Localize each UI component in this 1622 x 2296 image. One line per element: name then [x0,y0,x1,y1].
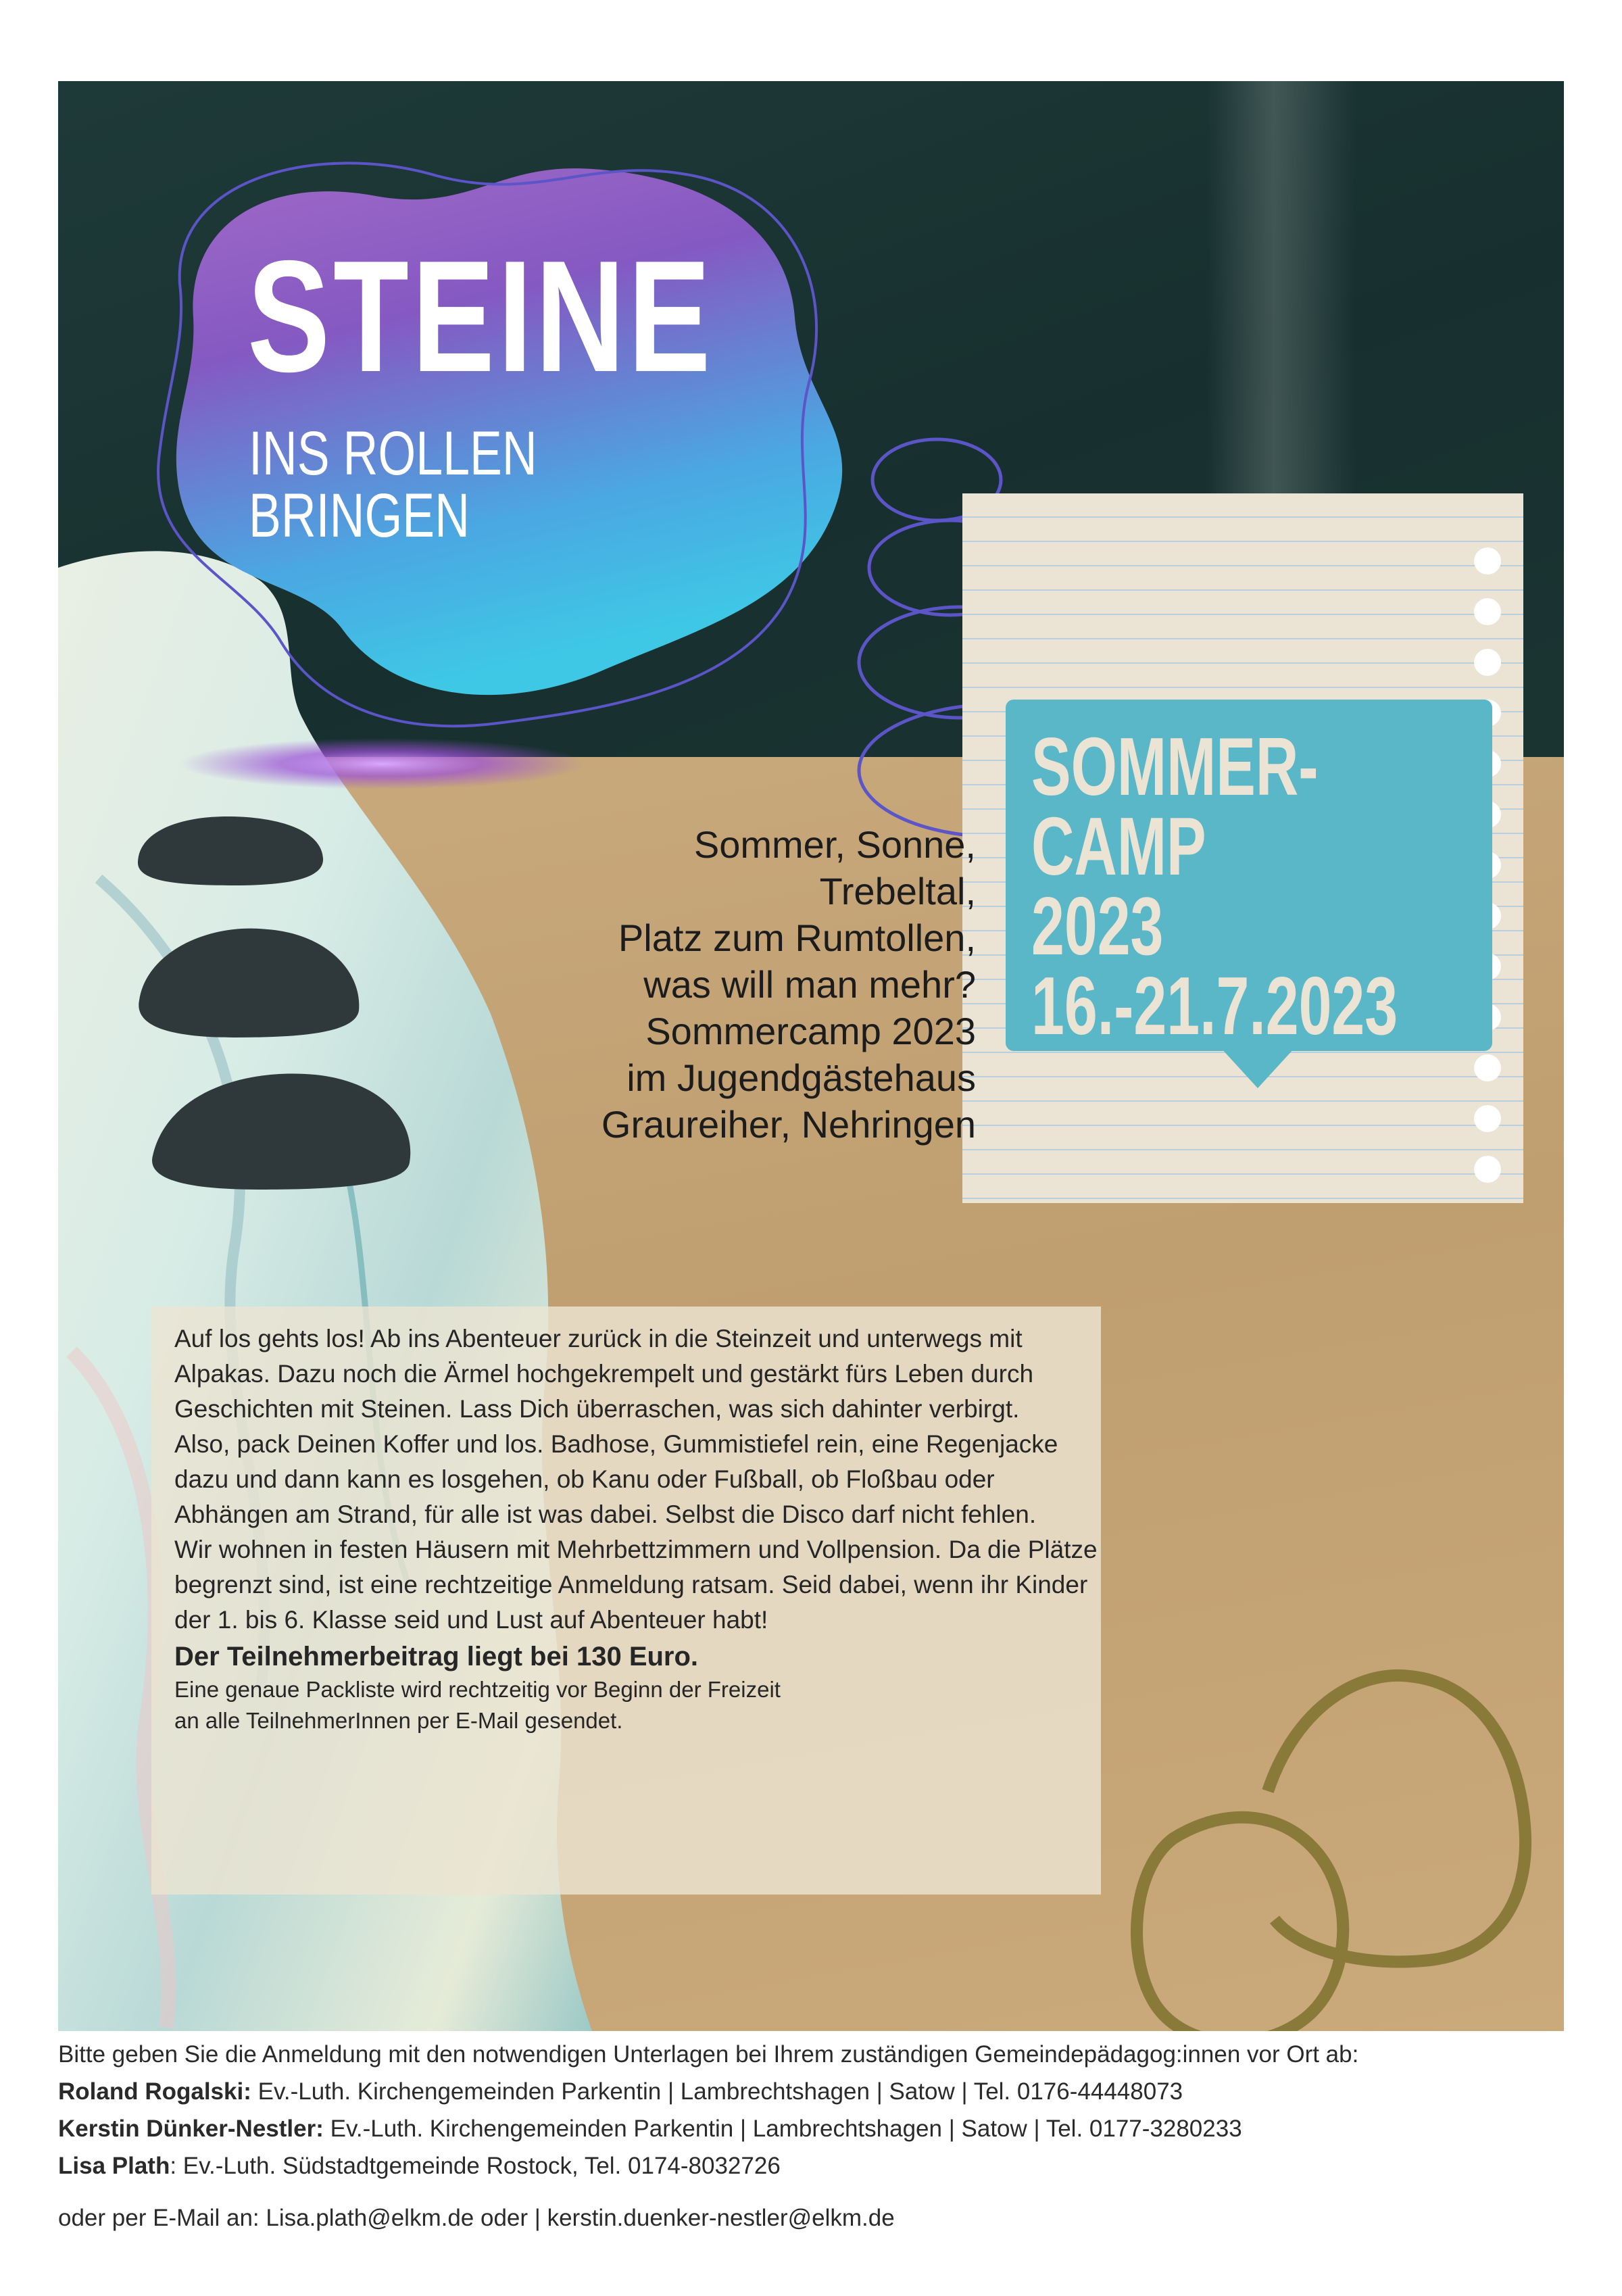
camp-heading-line: 2023 [1031,880,1164,972]
poster-title: STEINE [247,227,714,405]
contact-name: Kerstin Dünker-Nestler: [58,2116,324,2142]
poster-subtitle: INS ROLLEN BRINGEN [249,419,537,550]
body-paragraph: Also, pack Deinen Koffer und los. Badhose, Gummistiefel rein, eine Regenjacke dazu und dann kann es losgehen, ob Kanu oder Fußball, ob Floßbau oder Abhängen am Strand, für alle ist was dabei. Selbst die Disco darf nicht fehlen. [174,1430,1058,1528]
contact-details: : Ev.-Luth. Südstadtgemeinde Rostock, Tel. 0174-8032726 [170,2153,781,2179]
email-line: oder per E-Mail an: Lisa.plath@elkm.de oder | kerstin.duenker-nestler@elkm.de [58,2205,895,2231]
gold-stone-outlines [1099,1636,1564,2031]
contact-details: Ev.-Luth. Kirchengemeinden Parkentin | Lambrechtshagen | Satow | Tel. 0176-44448073 [251,2078,1183,2105]
camp-heading [1031,720,1430,1052]
body-paragraph: Auf los gehts los! Ab ins Abenteuer zurück in die Steinzeit und unterwegs mit Alpakas. Dazu noch die Ärmel hochgekrempelt und gestärkt fürs Leben durch Geschichten mit Steinen. Lass Dich überraschen, was sich dahinter verbirgt. [174,1325,1034,1423]
price-text: Der Teilnehmerbeitrag liegt bei 130 Euro. [174,1642,699,1671]
contact-line [58,2110,1579,2147]
intro-line: Sommercamp 2023 [645,1010,976,1052]
footer-intro: Bitte geben Sie die Anmeldung mit den notwendigen Unterlagen bei Ihrem zuständigen Gemeindepädagog:innen vor Ort ab: [58,2041,1359,2068]
intro-line: Platz zum Rumtollen, [618,917,976,959]
intro-line: Sommer, Sonne, [693,823,976,866]
contact-details: Ev.-Luth. Kirchengemeinden Parkentin | Lambrechtshagen | Satow | Tel. 0177-3280233 [323,2116,1242,2142]
contact-line [58,2147,1579,2184]
packing-note-line: Eine genaue Packliste wird rechtzeitig vor Beginn der Freizeit [174,1677,781,1702]
camp-heading-line: SOMMER- [1031,720,1319,812]
intro-text [437,821,976,1148]
registration-footer [58,2036,1579,2237]
speech-bubble-tail [1221,1048,1295,1088]
camp-heading-line: CAMP [1031,800,1206,892]
contact-name: Roland Rogalski: [58,2078,251,2105]
contact-name: Lisa Plath [58,2153,170,2179]
intro-line: Trebeltal, [819,870,976,912]
intro-line: im Jugendgästehaus [626,1056,976,1099]
poster [58,81,1564,2031]
packing-note-line: an alle TeilnehmerInnen per E-Mail gesendet. [174,1708,623,1733]
body-paragraph: Wir wohnen in festen Häusern mit Mehrbettzimmern und Vollpension. Da die Plätze begrenzt sind, ist eine rechtzeitige Anmeldung ratsam. Seid dabei, wenn ihr Kinder der 1. bis 6. Klasse seid und Lust auf Abenteuer habt! [174,1536,1098,1634]
body-text [174,1321,1100,1736]
camp-dates: 16.-21.7.2023 [1031,960,1398,1052]
packing-list-note [174,1674,1100,1736]
intro-line: Graureiher, Nehringen [601,1103,976,1146]
intro-line: was will man mehr? [643,963,976,1006]
chalk-streak [1207,81,1356,554]
contact-line [58,2073,1579,2110]
